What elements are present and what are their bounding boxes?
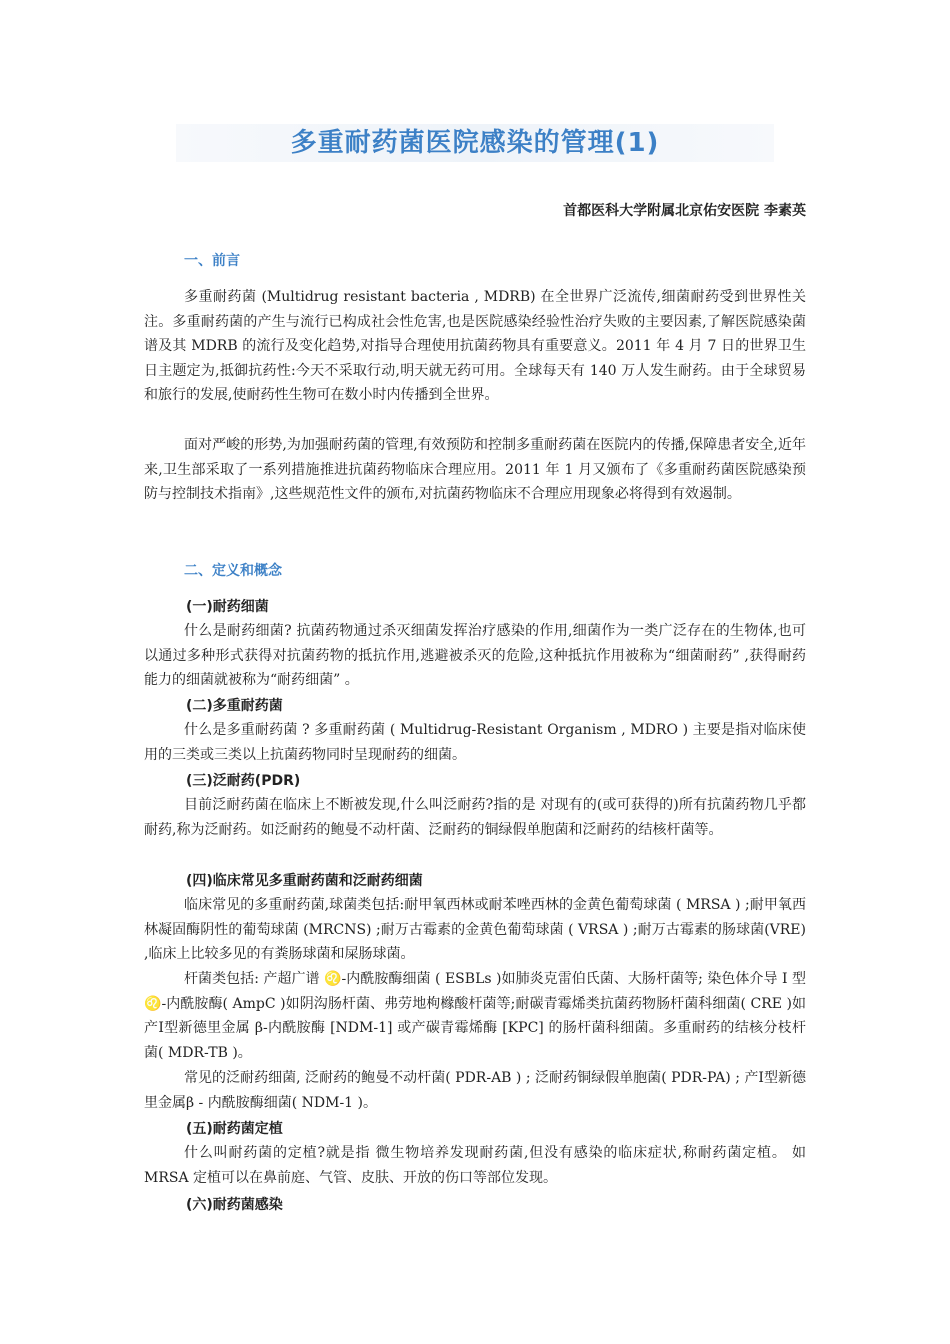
paragraph-preface-2: 面对严峻的形势,为加强耐药菌的管理,有效预防和控制多重耐药菌在医院内的传播,保障患者安全,近年来,卫生部采取了一系列措施推进抗菌药物临床合理应用。2011 年 1 月又颁布了《多重耐药菌医院感染预防与控制技术指南》,这些规范性文件的颁布,对抗菌药物临床不合理应用现象必将得到有效遏制。 [144,437,806,502]
paragraph-common-mdro-3: 常见的泛耐药细菌, 泛耐药的鲍曼不动杆菌( PDR-AB ) ; 泛耐药铜绿假单胞菌( PDR-PA) ; 产Ⅰ型新德里金属β - 内酰胺酶细菌( NDM-1 )。 [144,1070,806,1111]
subheading-resistant-bacteria: (一)耐药细菌 [186,599,269,615]
section-heading-definitions: 二、定义和概念 [184,563,282,579]
subheading-pdr: (三)泛耐药(PDR) [186,773,301,789]
subheading-colonization: (五)耐药菌定植 [186,1121,283,1137]
section-heading-preface: 一、前言 [184,253,240,269]
paragraph-preface-1: 多重耐药菌 (Multidrug resistant bacteria , MDRB) 在全世界广泛流传,细菌耐药受到世界性关注。多重耐药菌的产生与流行已构成社会性危害,也是医院感染经验性治疗失败的主要因素,了解医院感染菌谱及其 MDRB 的流行及变化趋势,对指导合理使用抗菌药物具有重要意义。2011 年 4 月 7 日的世界卫生日主题定为,抵御抗药性:今天不采取行动,明天就无药可用。全球每天有 140 万人发生耐药。由于全球贸易和旅行的发展,使耐药性生物可在数小时内传播到全世界。 [144,289,806,403]
paragraph-common-mdro-1: 临床常见的多重耐药菌,球菌类包括:耐甲氧西林或耐苯唑西林的金黄色葡萄球菌 ( MRSA ) ;耐甲氧西林凝固酶阴性的葡萄球菌 (MRCNS) ;耐万古霉素的金黄色葡萄球菌 ( VRSA ) ;耐万古霉素的肠球菌(VRE) ,临床上比较多见的有粪肠球菌和屎肠球菌。 [144,897,806,962]
author-line: 首都医科大学附属北京佑安医院 李素英 [563,203,806,219]
paragraph-colonization: 什么叫耐药菌的定植?就是指 微生物培养发现耐药菌,但没有感染的临床症状,称耐药菌定植。 如 MRSA 定植可以在鼻前庭、气管、皮肤、开放的伤口等部位发现。 [144,1145,806,1186]
paragraph-mdro: 什么是多重耐药菌 ? 多重耐药菌 ( Multidrug-Resistant Organism , MDRO ) 主要是指对临床使用的三类或三类以上抗菌药物同时呈现耐药的细菌。 [144,722,806,763]
paragraph-pdr: 目前泛耐药菌在临床上不断被发现,什么叫泛耐药?指的是 对现有的(或可获得的)所有抗菌药物几乎都耐药,称为泛耐药。如泛耐药的鲍曼不动杆菌、泛耐药的铜绿假单胞菌和泛耐药的结核杆菌等。 [144,797,806,838]
subheading-common-mdro: (四)临床常见多重耐药菌和泛耐药细菌 [186,873,423,889]
subheading-infection: (六)耐药菌感染 [186,1197,283,1213]
subheading-mdro: (二)多重耐药菌 [186,698,283,714]
paragraph-common-mdro-2: 杆菌类包括: 产超广谱 ♌-内酰胺酶细菌 ( ESBLs )如肺炎克雷伯氏菌、大肠杆菌等; 染色体介导 I 型 ♌-内酰胺酶( AmpC )如阴沟肠杆菌、弗劳地枸橼酸杆菌等;耐碳青霉烯类抗菌药物肠杆菌科细菌( CRE )如产Ⅰ型新德里金属 β-内酰胺酶 [NDM-1] 或产碳青霉烯酶 [KPC] 的肠杆菌科细菌。多重耐药的结核分枝杆菌( MDR-TB )。 [144,971,806,1061]
paragraph-resistant-bacteria: 什么是耐药细菌? 抗菌药物通过杀灭细菌发挥治疗感染的作用,细菌作为一类广泛存在的生物体,也可以通过多种形式获得对抗菌药物的抵抗作用,逃避被杀灭的危险,这种抵抗作用被称为“细菌耐药” ,获得耐药能力的细菌就被称为“耐药细菌” 。 [144,623,806,688]
document-title: 多重耐药菌医院感染的管理(1) [290,128,660,158]
